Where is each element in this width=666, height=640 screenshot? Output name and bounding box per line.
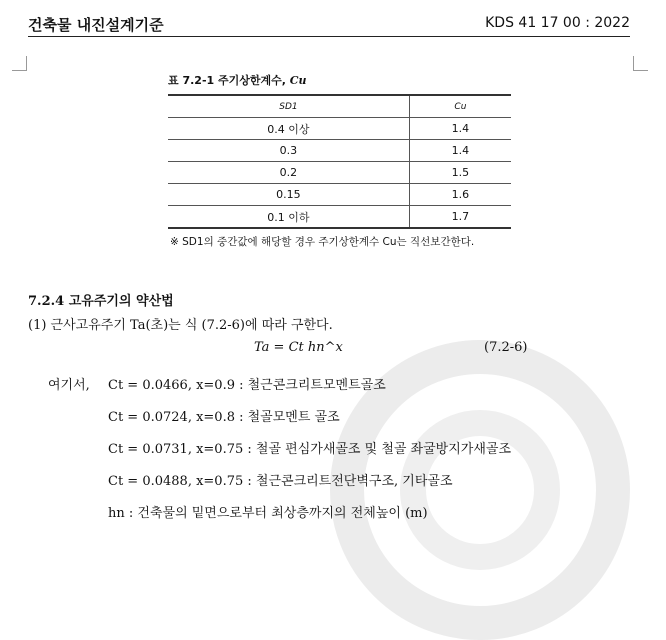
cell-sd1: 0.2: [168, 162, 409, 184]
cell-sd1: 0.15: [168, 184, 409, 206]
watermark-inner-ring: [400, 410, 560, 570]
table-caption: 표 7.2-1 주기상한계수, Cu: [168, 74, 307, 87]
paragraph-1: (1) 근사고유주기 Ta(초)는 식 (7.2-6)에 따라 구한다.: [28, 318, 333, 333]
cell-cu: 1.5: [409, 162, 511, 184]
page-header: [28, 12, 630, 37]
table-note: ※ SD1의 중간값에 해당할 경우 주기상한계수 Cu는 직선보간한다.: [170, 236, 475, 248]
definition-2: Ct = 0.0724, x=0.8 : 철골모멘트 골조: [108, 410, 340, 425]
period-coefficient-table: [168, 94, 511, 229]
document-title: 건축물 내진설계기준: [28, 16, 164, 34]
table-row: [168, 140, 511, 162]
document-code: KDS 41 17 00 : 2022: [485, 15, 630, 31]
table-row: [168, 118, 511, 140]
table-row: [168, 162, 511, 184]
equation-number: (7.2-6): [484, 340, 528, 355]
definition-1: Ct = 0.0466, x=0.9 : 철근콘크리트모멘트골조: [108, 378, 386, 393]
cell-sd1: 0.3: [168, 140, 409, 162]
cell-cu: 1.6: [409, 184, 511, 206]
cell-cu: 1.4: [409, 140, 511, 162]
table-row: [168, 206, 511, 229]
crop-mark-right: [633, 56, 648, 71]
caption-symbol: Cu: [289, 74, 307, 87]
col-header-sd1: SD1: [168, 95, 409, 118]
where-label: 여기서,: [48, 378, 90, 393]
table-row: [168, 184, 511, 206]
definition-4: Ct = 0.0488, x=0.75 : 철근콘크리트전단벽구조, 기타골조: [108, 474, 453, 489]
cell-sd1: 0.4 이상: [168, 118, 409, 140]
col-header-cu: Cu: [409, 95, 511, 118]
equation: Ta = Ct hn^x: [254, 340, 343, 355]
crop-mark-left: [12, 56, 27, 71]
cell-sd1: 0.1 이하: [168, 206, 409, 229]
cell-cu: 1.7: [409, 206, 511, 229]
definition-3: Ct = 0.0731, x=0.75 : 철골 편심가새골조 및 철골 좌굴방지가새골조: [108, 442, 512, 457]
definition-hn: hn : 건축물의 밑면으로부터 최상층까지의 전체높이 (m): [108, 506, 428, 521]
cell-cu: 1.4: [409, 118, 511, 140]
section-title: 7.2.4 고유주기의 약산법: [28, 294, 174, 309]
